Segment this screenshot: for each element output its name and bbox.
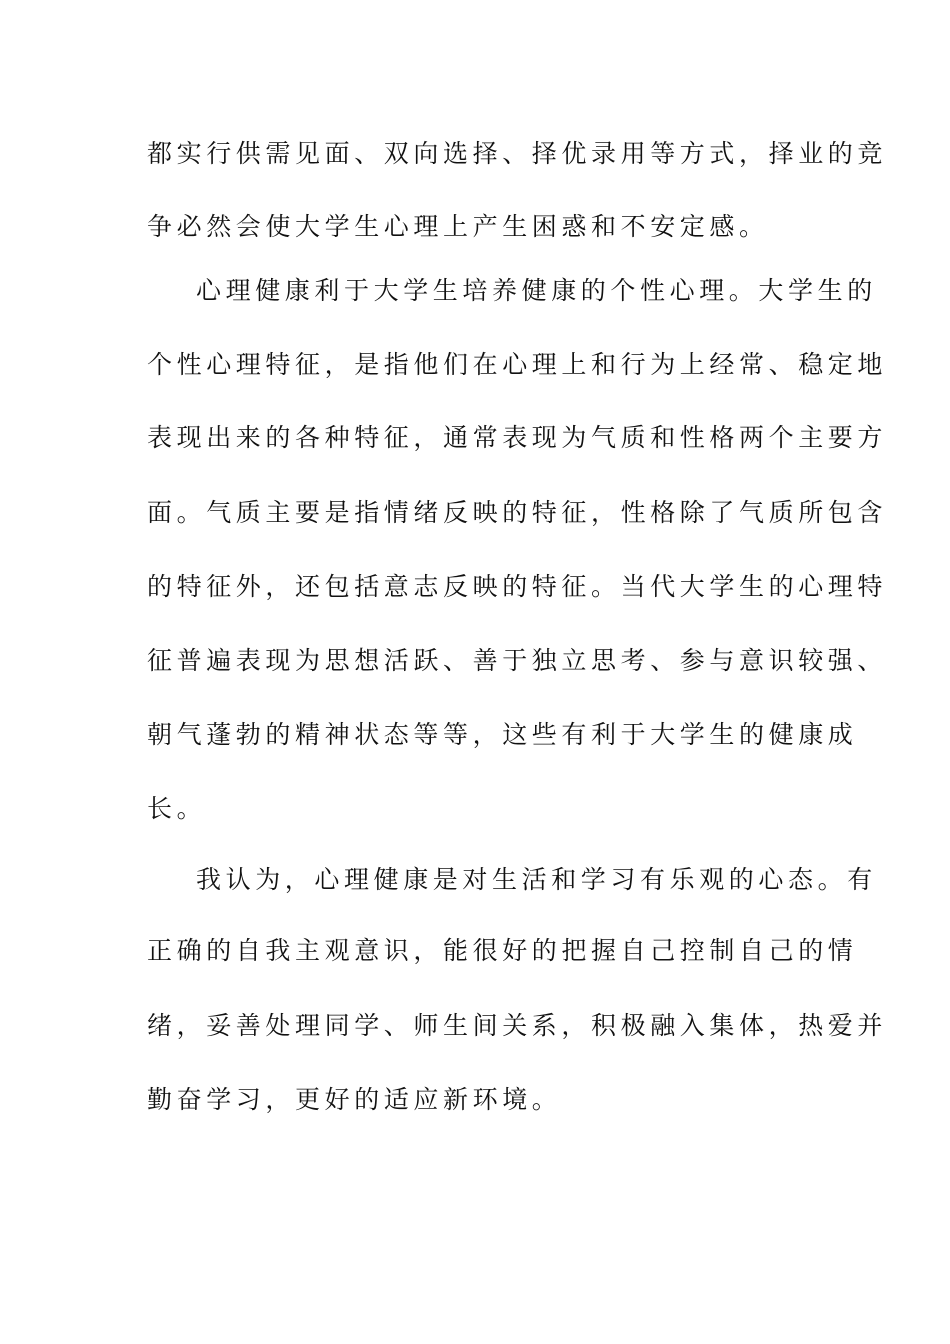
text-line: 长。 (147, 794, 207, 823)
text-line: 勤奋学习，更好的适应新环境。 (147, 1085, 562, 1114)
text-line: 朝气蓬勃的精神状态等等，这些有利于大学生的健康成 (147, 720, 858, 749)
text-line: 都实行供需见面、双向选择、择优录用等方式，择业的竞 (147, 139, 888, 168)
text-line: 表现出来的各种特征，通常表现为气质和性格两个主要方 (147, 423, 888, 452)
text-line: 正确的自我主观意识，能很好的把握自己控制自己的情 (147, 936, 858, 965)
paragraph-first-line: 我认为，心理健康是对生活和学习有乐观的心态。有 (196, 865, 877, 894)
text-line: 的特征外，还包括意志反映的特征。当代大学生的心理特 (147, 572, 888, 601)
text-line: 征普遍表现为思想活跃、善于独立思考、参与意识较强、 (147, 646, 888, 675)
paragraph-first-line: 心理健康利于大学生培养健康的个性心理。大学生的 (196, 276, 877, 305)
text-line: 争必然会使大学生心理上产生困惑和不安定感。 (147, 212, 769, 241)
text-line: 绪，妥善处理同学、师生间关系，积极融入集体，热爱并 (147, 1011, 888, 1040)
text-line: 面。气质主要是指情绪反映的特征，性格除了气质所包含 (147, 498, 888, 527)
text-line: 个性心理特征，是指他们在心理上和行为上经常、稳定地 (147, 350, 888, 379)
